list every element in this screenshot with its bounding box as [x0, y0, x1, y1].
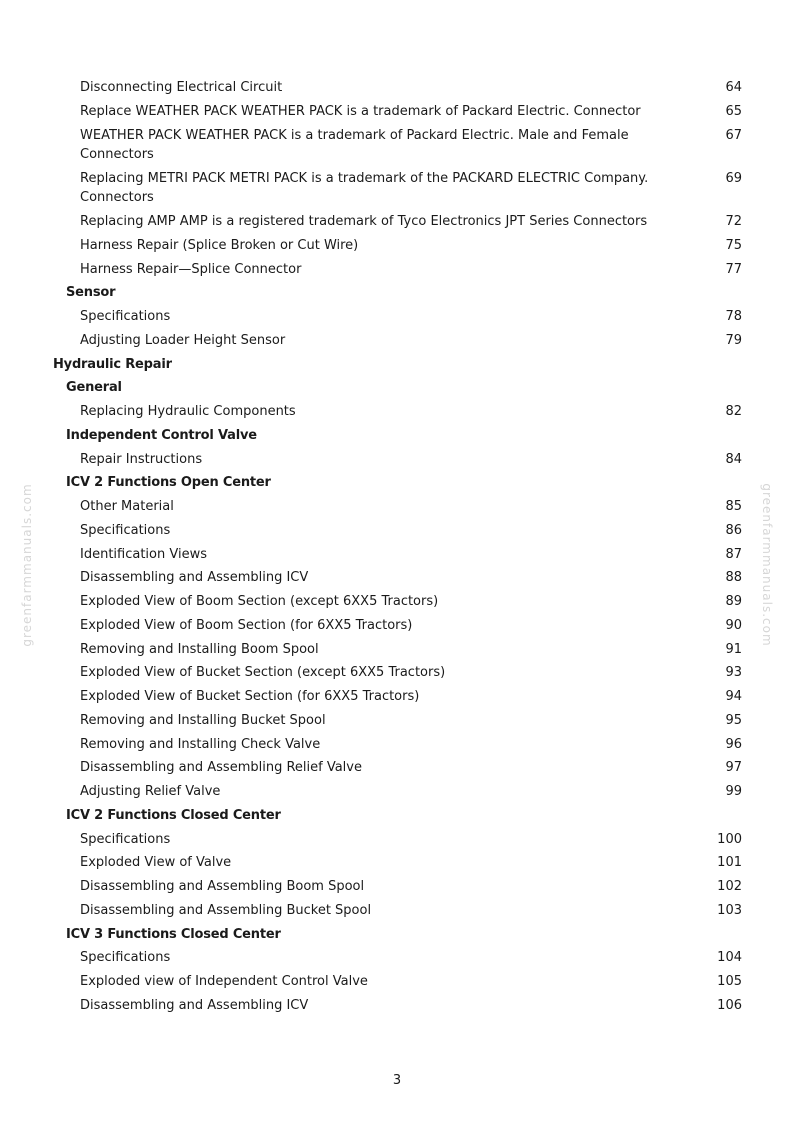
- toc-entry[interactable]: [0, 543, 794, 567]
- toc-entry-page-number: 93: [725, 665, 742, 681]
- toc-entry-page-number: 72: [725, 214, 742, 229]
- toc-entry-page-number: 102: [717, 879, 742, 894]
- toc-entry[interactable]: [0, 661, 794, 685]
- toc-entry-page-number: 89: [725, 594, 742, 609]
- toc-entry[interactable]: [0, 875, 794, 899]
- toc-entry-title: Replace WEATHER PACK WEATHER PACK is a trademark of Packard Electric. Connector: [80, 103, 641, 119]
- toc-entry-title: Specifications: [80, 309, 171, 324]
- toc-entry[interactable]: [0, 946, 794, 970]
- toc-entry[interactable]: [0, 305, 794, 329]
- toc-entry[interactable]: [0, 234, 794, 258]
- toc-entry-page-number: 78: [725, 309, 742, 324]
- toc-entry-page-number: 94: [725, 689, 742, 704]
- toc-entry[interactable]: [0, 709, 794, 733]
- toc-entry[interactable]: [0, 329, 794, 353]
- toc-entry-title: Other Material: [80, 499, 174, 514]
- toc-entry-page-number: 65: [725, 103, 742, 119]
- toc-entry-title: Exploded View of Boom Section (except 6XX5 Tractors): [80, 594, 439, 609]
- toc-entry[interactable]: [0, 638, 794, 662]
- toc-entry-title: Disassembling and Assembling ICV: [80, 570, 309, 586]
- toc-entry-title: WEATHER PACK WEATHER PACK is a trademark of Packard Electric. Male and Female Connectors: [80, 127, 629, 162]
- toc-entry-page-number: 96: [725, 736, 742, 752]
- toc-entry-page-number: 105: [717, 974, 742, 989]
- toc-entry[interactable]: [0, 828, 794, 852]
- toc-entry-title: Disconnecting Electrical Circuit: [80, 80, 283, 95]
- toc-entry-page-number: 67: [725, 127, 742, 143]
- toc-entry[interactable]: [0, 780, 794, 804]
- toc-entry-title: Hydraulic Repair: [53, 356, 172, 372]
- toc-entry-page-number: 75: [725, 237, 742, 253]
- toc-entry[interactable]: [0, 756, 794, 780]
- toc-entry[interactable]: [0, 590, 794, 614]
- toc-section-heading[interactable]: [0, 281, 794, 305]
- watermark-left: greenfarmmanuals.com: [20, 483, 34, 647]
- toc-entry-title: General: [66, 380, 122, 396]
- toc-entry-title: Disassembling and Assembling Bucket Spool: [80, 902, 372, 918]
- toc-entry[interactable]: [0, 400, 794, 424]
- toc-entry-page-number: 82: [725, 404, 742, 419]
- toc-entry-title: Disassembling and Assembling Boom Spool: [80, 879, 365, 894]
- toc-section-heading[interactable]: [0, 471, 794, 495]
- toc-entry[interactable]: [0, 566, 794, 590]
- toc-section-heading[interactable]: [0, 424, 794, 448]
- toc-entry-title: Specifications: [80, 831, 171, 847]
- toc-entry-page-number: 99: [725, 784, 742, 799]
- toc-entry[interactable]: [0, 519, 794, 543]
- toc-entry[interactable]: [0, 258, 794, 282]
- toc-entry-page-number: 106: [717, 997, 742, 1013]
- toc-entry-page-number: 88: [725, 570, 742, 586]
- toc-section-heading[interactable]: [0, 804, 794, 828]
- toc-entry[interactable]: [0, 994, 794, 1018]
- toc-entry[interactable]: [0, 733, 794, 757]
- toc-entry-title: Exploded view of Independent Control Valve: [80, 974, 368, 989]
- toc-entry-title: ICV 3 Functions Closed Center: [66, 926, 281, 942]
- toc-entry-title: Exploded View of Bucket Section (except 6XX5 Tractors): [80, 665, 446, 681]
- toc-entry-page-number: 97: [725, 760, 742, 776]
- toc-entry-page-number: 95: [725, 712, 742, 728]
- toc-entry-title: Removing and Installing Check Valve: [80, 736, 321, 752]
- toc-entry[interactable]: [0, 899, 794, 923]
- toc-entry-page-number: 79: [725, 332, 742, 348]
- toc-entry[interactable]: [0, 448, 794, 472]
- toc-entry-title: ICV 2 Functions Open Center: [66, 475, 271, 491]
- toc-entry-title: Removing and Installing Boom Spool: [80, 641, 319, 657]
- toc-entry-title: Replacing METRI PACK METRI PACK is a trademark of the PACKARD ELECTRIC Company. Connectors: [80, 170, 649, 206]
- toc-entry-title: Harness Repair—Splice Connector: [80, 261, 302, 277]
- toc-entry-title: Exploded View of Boom Section (for 6XX5 Tractors): [80, 617, 413, 633]
- toc-entry-page-number: 84: [725, 451, 742, 467]
- toc-section-heading[interactable]: [0, 923, 794, 947]
- toc-entry-title: Adjusting Relief Valve: [80, 784, 221, 799]
- toc-entry-page-number: 86: [725, 522, 742, 538]
- toc-entry-title: Specifications: [80, 522, 171, 538]
- toc-entry-title: Specifications: [80, 950, 171, 966]
- toc-entry-title: Disassembling and Assembling ICV: [80, 997, 309, 1013]
- table-of-contents: [0, 76, 794, 1018]
- toc-entry-page-number: 103: [717, 902, 742, 918]
- toc-entry-page-number: 104: [717, 950, 742, 966]
- toc-entry[interactable]: [0, 851, 794, 875]
- toc-entry-title: Disassembling and Assembling Relief Valve: [80, 760, 362, 776]
- toc-entry-title: Exploded View of Bucket Section (for 6XX5 Tractors): [80, 689, 420, 704]
- page-number: 3: [392, 1073, 402, 1088]
- toc-entry[interactable]: [0, 970, 794, 994]
- toc-entry-title: Repair Instructions: [80, 451, 203, 467]
- toc-entry-page-number: 101: [717, 855, 742, 871]
- toc-entry[interactable]: [0, 495, 794, 519]
- toc-entry-page-number: 64: [725, 80, 742, 95]
- toc-entry-page-number: 87: [725, 546, 742, 562]
- toc-entry[interactable]: [0, 210, 794, 234]
- toc-entry-title: Removing and Installing Bucket Spool: [80, 712, 326, 728]
- toc-entry-page-number: 77: [725, 261, 742, 277]
- toc-entry-title: Independent Control Valve: [66, 427, 257, 443]
- toc-entry-page-number: 69: [725, 170, 742, 186]
- toc-entry-title: Identification Views: [80, 546, 207, 562]
- toc-entry-title: Adjusting Loader Height Sensor: [80, 332, 286, 348]
- watermark-right: greenfarmmanuals.com: [760, 483, 774, 647]
- toc-entry-title: Replacing AMP AMP is a registered trademark of Tyco Electronics JPT Series Connectors: [80, 214, 648, 229]
- toc-entry[interactable]: [0, 167, 794, 210]
- toc-entry[interactable]: [0, 614, 794, 638]
- toc-section-heading[interactable]: [0, 376, 794, 400]
- toc-entry-title: Sensor: [66, 285, 116, 301]
- toc-entry[interactable]: [0, 124, 794, 167]
- toc-entry[interactable]: [0, 685, 794, 709]
- toc-entry-page-number: 91: [725, 641, 742, 657]
- toc-entry-title: ICV 2 Functions Closed Center: [66, 807, 281, 823]
- toc-entry-title: Exploded View of Valve: [80, 855, 232, 871]
- toc-entry-title: Replacing Hydraulic Components: [80, 404, 296, 419]
- toc-entry-page-number: 100: [717, 831, 742, 847]
- toc-entry[interactable]: [0, 76, 794, 100]
- toc-entry-page-number: 90: [725, 617, 742, 633]
- toc-entry-title: Harness Repair (Splice Broken or Cut Wire): [80, 237, 359, 253]
- toc-section-heading[interactable]: [0, 353, 794, 377]
- toc-entry-page-number: 85: [725, 499, 742, 514]
- toc-entry[interactable]: [0, 100, 794, 124]
